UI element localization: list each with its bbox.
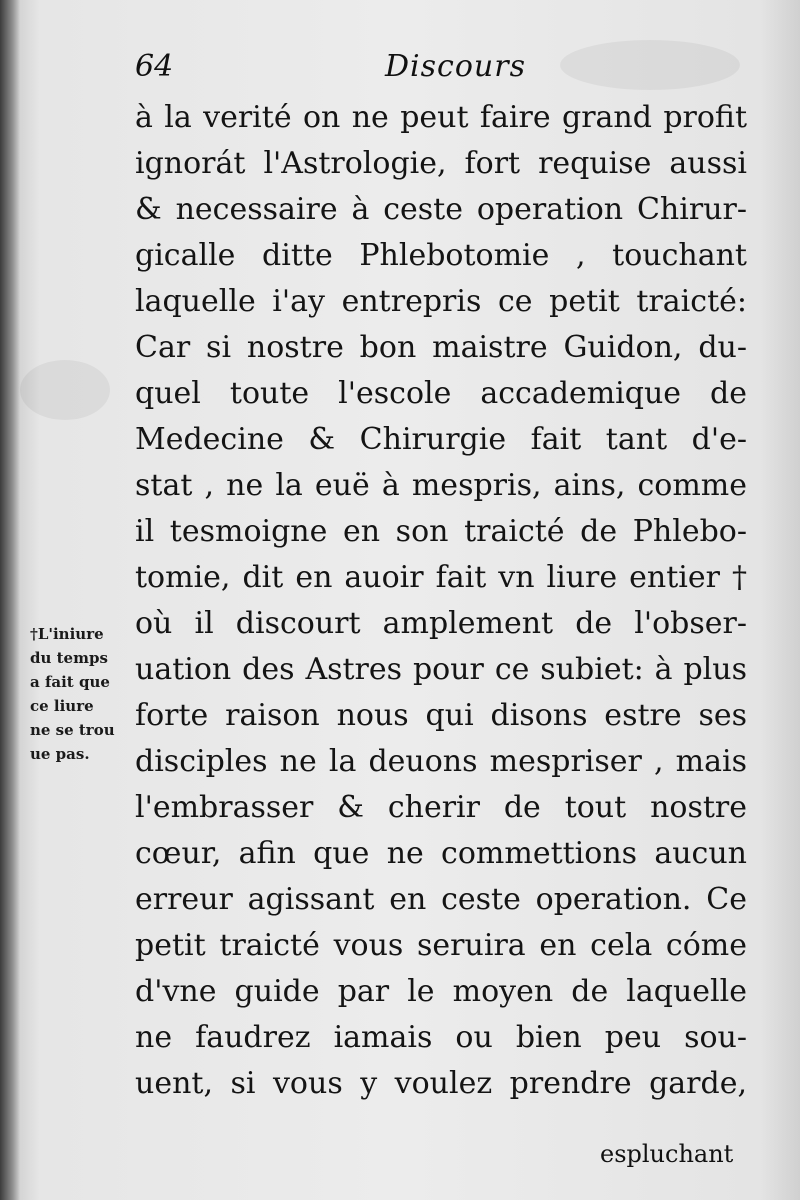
text-line: erreur agissant en ceste operation. Ce [135,882,747,917]
text-line: à la verité on ne peut faire grand profit [135,100,747,135]
text-line: cœur, afin que ne commettions aucun [135,836,747,871]
text-line: forte raison nous qui disons estre ses [135,698,747,733]
running-head: Discours [385,49,526,84]
text-line: uation des Astres pour ce subiet: à plus [135,652,747,687]
page-number: 64 [135,49,174,84]
text-line: il tesmoigne en son traicté de Phlebo- [135,514,747,549]
text-line: quel toute l'escole accademique de [135,376,747,411]
bleed-through-smudge [20,360,110,420]
marginal-note-line: a fait que [30,673,110,691]
marginal-note [30,622,130,766]
body-text [135,95,747,1107]
text-line: où il discourt amplement de l'obser- [135,606,747,641]
marginal-note-line: du temps [30,649,108,667]
text-line: stat , ne la euë à mespris, ains, comme [135,468,747,503]
text-line: & necessaire à ceste operation Chirur- [135,192,747,227]
text-line: l'embrasser & cherir de tout nostre [135,790,747,825]
text-line: uent, si vous y voulez prendre garde, [135,1066,747,1101]
text-line: d'vne guide par le moyen de laquelle [135,974,747,1009]
text-line: Car si nostre bon maistre Guidon, du- [135,330,747,365]
text-line: tomie, dit en auoir fait vn liure entier † [135,560,747,595]
text-line: petit traicté vous seruira en cela cóme [135,928,747,963]
text-line: ne faudrez iamais ou bien peu sou- [135,1020,747,1055]
binding-shadow [0,0,20,1200]
marginal-note-line: ce liure [30,697,94,715]
page-header [135,45,735,89]
marginal-note-line: †L'iniure [30,625,104,643]
catchword: espluchant [600,1140,734,1168]
marginal-note-line: ue pas. [30,745,90,763]
text-line: ignorát l'Astrologie, fort requise aussi [135,146,747,181]
text-line: gicalle ditte Phlebotomie , touchant [135,238,747,273]
text-line: laquelle i'ay entrepris ce petit traicté: [135,284,747,319]
text-line: Medecine & Chirurgie fait tant d'e- [135,422,747,457]
text-line: disciples ne la deuons mespriser , mais [135,744,747,779]
marginal-note-line: ne se trou [30,721,115,739]
